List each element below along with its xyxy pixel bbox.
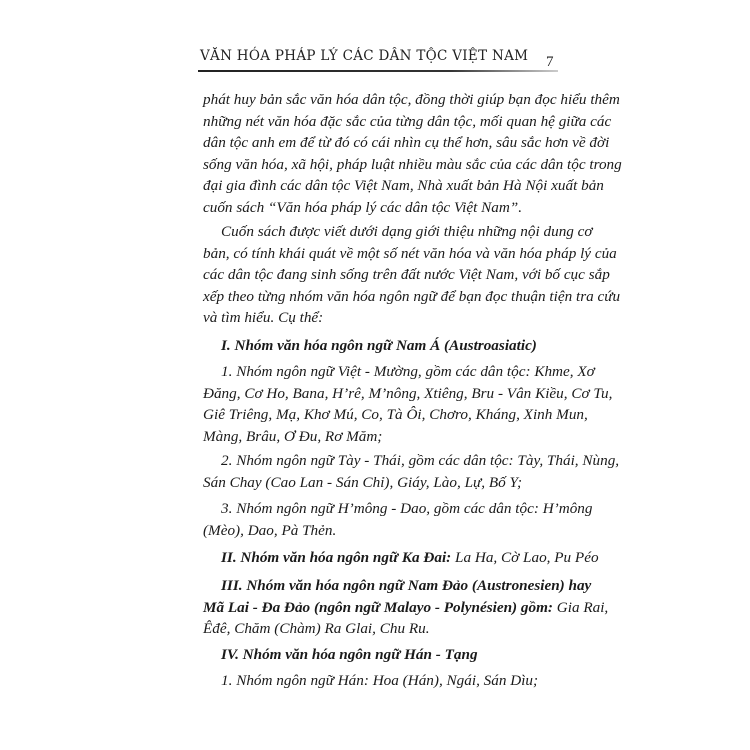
text-line bbox=[221, 337, 558, 355]
text-line bbox=[203, 134, 610, 152]
line-text: Màng, Brâu, Ơ Đu, Rơ Măm; bbox=[203, 427, 383, 445]
text-line bbox=[203, 620, 558, 638]
line-text: xếp theo từng nhóm văn hóa ngôn ngữ để bạn đọc thuận tiện tra cứu bbox=[203, 287, 621, 305]
line-text: đại gia đình các dân tộc Việt Nam, Nhà xuất bản Hà Nội xuất bản bbox=[203, 177, 604, 194]
line-text: dân tộc anh em để từ đó có cái nhìn cụ thể hơn, sâu sắc hơn về đời bbox=[203, 134, 610, 151]
line-text: Cuốn sách được viết dưới dạng giới thiệu những nội dung cơ bbox=[221, 223, 593, 240]
bold-heading-text: I. Nhóm văn hóa ngôn ngữ Nam Á (Austroasiatic) bbox=[221, 337, 537, 354]
running-header: VĂN HÓA PHÁP LÝ CÁC DÂN TỘC VIỆT NAM bbox=[200, 48, 529, 64]
line-text: Đăng, Cơ Ho, Bana, H’rê, M’nông, Xtiêng, Bru - Vân Kiều, Cơ Tu, bbox=[203, 384, 613, 402]
text-line bbox=[221, 500, 593, 518]
line-text: 2. Nhóm ngôn ngữ Tày - Thái, gồm các dân tộc: Tày, Thái, Nùng, bbox=[221, 452, 620, 469]
page-number: 7 bbox=[546, 54, 554, 70]
line-text: những nét văn hóa đặc sắc của từng dân tộc, mối quan hệ giữa các bbox=[203, 112, 612, 130]
line-text: 1. Nhóm ngôn ngữ Hán: Hoa (Hán), Ngái, Sán Dìu; bbox=[221, 672, 539, 689]
bold-heading-text: III. Nhóm văn hóa ngôn ngữ Nam Đảo (Austronesien) hay bbox=[221, 577, 592, 594]
text-line bbox=[203, 199, 558, 217]
line-text: Gia Rai, bbox=[552, 598, 609, 616]
text-line bbox=[203, 474, 558, 492]
bold-heading-text: II. Nhóm văn hóa ngôn ngữ Ka Đai: bbox=[221, 549, 452, 566]
line-text: La Ha, Cờ Lao, Pu Péo bbox=[451, 549, 599, 566]
text-line bbox=[203, 428, 558, 446]
text-line bbox=[221, 363, 595, 381]
line-text: (Mèo), Dao, Pà Thẻn. bbox=[203, 521, 337, 539]
line-text: phát huy bản sắc văn hóa dân tộc, đồng thời giúp bạn đọc hiểu thêm bbox=[203, 91, 620, 108]
line-text: Sán Chay (Cao Lan - Sán Chỉ), Giáy, Lào, Lự, Bố Y; bbox=[203, 473, 523, 491]
text-line bbox=[221, 577, 592, 595]
line-text: bản, có tính khái quát về một số nét văn hóa và văn hóa pháp lý của bbox=[203, 244, 617, 262]
line-text: cuốn sách “Văn hóa pháp lý các dân tộc Việt Nam”. bbox=[203, 198, 523, 216]
text-line bbox=[203, 384, 613, 403]
line-text: và tìm hiểu. Cụ thể: bbox=[203, 309, 324, 326]
text-line bbox=[203, 177, 604, 195]
text-line bbox=[221, 452, 620, 470]
text-line bbox=[203, 406, 588, 424]
text-line bbox=[221, 549, 599, 567]
text-line bbox=[203, 91, 620, 109]
text-line bbox=[203, 112, 612, 131]
text-line bbox=[221, 223, 593, 241]
bold-heading-text: Mã Lai - Đa Đảo (ngôn ngữ Malayo - Polynésien) gồm: bbox=[203, 598, 553, 616]
line-text: sống văn hóa, xã hội, pháp luật nhiều màu sắc của các dân tộc trong bbox=[203, 155, 622, 173]
text-line bbox=[221, 646, 558, 664]
line-text: 3. Nhóm ngôn ngữ H’mông - Dao, gồm các dân tộc: H’mông bbox=[221, 500, 593, 517]
line-text: các dân tộc đang sinh sống trên đất nước Việt Nam, với bố cục sắp bbox=[203, 266, 610, 283]
text-line bbox=[203, 287, 621, 306]
text-line bbox=[221, 672, 558, 690]
line-text: 1. Nhóm ngôn ngữ Việt - Mường, gồm các dân tộc: Khme, Xơ bbox=[221, 363, 595, 380]
header-rule bbox=[198, 70, 558, 72]
text-line bbox=[203, 309, 558, 327]
line-text: Êđê, Chăm (Chàm) Ra Glai, Chu Ru. bbox=[203, 620, 430, 637]
text-line bbox=[203, 598, 609, 617]
line-text: Giê Triêng, Mạ, Khơ Mú, Co, Tà Ôi, Chơro, Kháng, Xinh Mun, bbox=[203, 406, 588, 423]
bold-heading-text: IV. Nhóm văn hóa ngôn ngữ Hán - Tạng bbox=[221, 646, 478, 663]
text-line bbox=[203, 266, 610, 284]
text-line bbox=[203, 522, 558, 540]
text-line bbox=[203, 155, 622, 174]
text-line bbox=[203, 244, 617, 263]
